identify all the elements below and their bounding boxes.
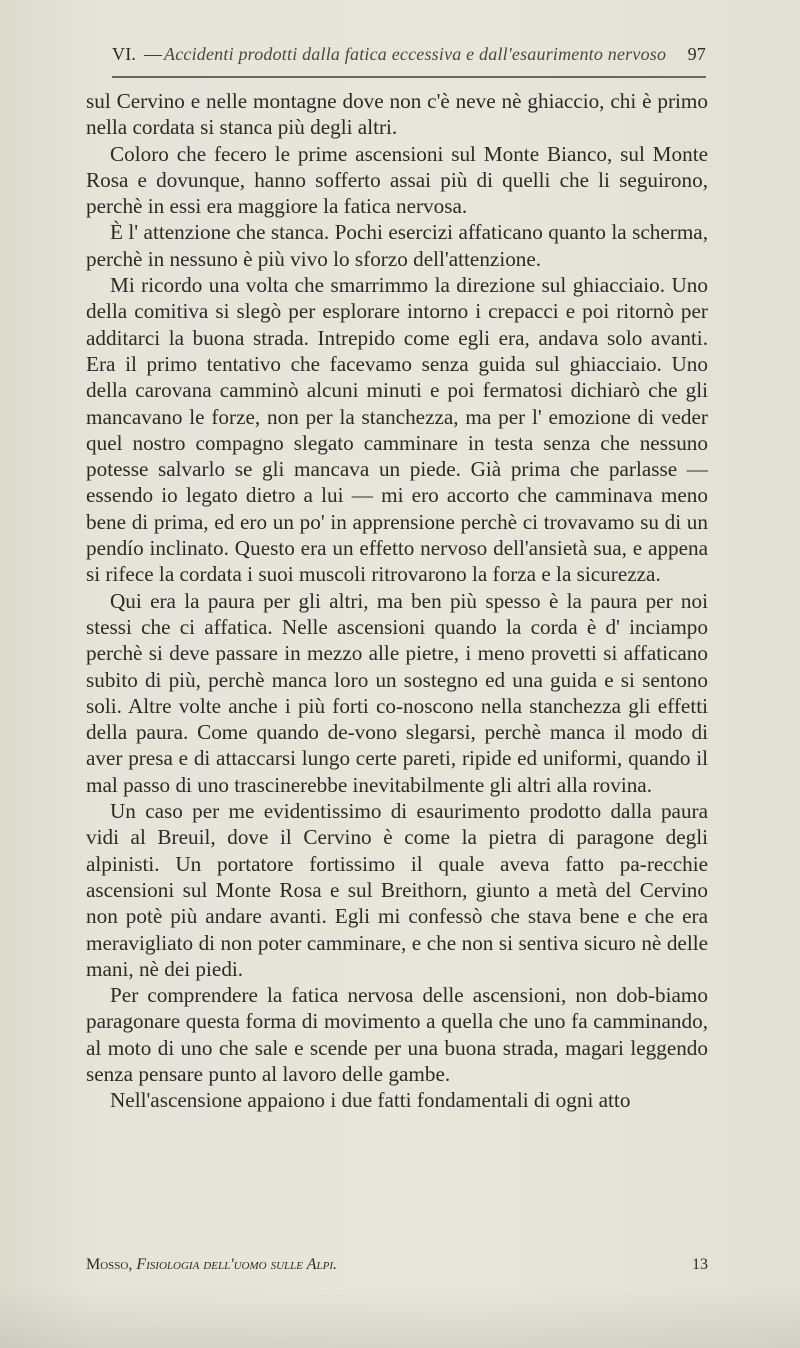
footer-citation	[86, 1256, 337, 1274]
header-rule	[112, 76, 706, 78]
running-title: Accidenti prodotti dalla fatica eccessiva e dall'esaurimento nervoso	[164, 44, 667, 64]
footer-author: Mosso,	[86, 1256, 133, 1273]
page-footer	[86, 1256, 708, 1276]
running-header	[112, 44, 706, 68]
header-dash: —	[144, 44, 163, 64]
paragraph: Coloro che fecero le prime ascensioni sul Monte Bianco, sul Monte Rosa e dovunque, hanno sofferto assai più di quelli che li seguirono, perchè in essi era maggiore la fatica nervosa.	[86, 141, 708, 219]
signature-mark: 13	[692, 1256, 708, 1273]
paragraph: sul Cervino e nelle montagne dove non c'è neve nè ghiaccio, chi è primo nella cordata si stanca più degli altri.	[86, 89, 708, 140]
chapter-number: VI.	[112, 44, 137, 64]
paragraph: Un caso per me evidentissimo di esaurimento prodotto dalla paura vidi al Breuil, dove il Cervino è come la pietra di paragone degli alpinisti. Un portatore fortissimo il quale aveva fatto pa-recchie ascensioni sul Monte Rosa e sul Breithorn, giunto a metà del Cervino non potè più andare avanti. Egli mi confessò che stava bene e che era meravigliato di non poter camminare, e che non si sentiva sicuro nè delle mani, nè dei piedi.	[86, 799, 708, 981]
body-text	[86, 88, 708, 1114]
page-shadow	[0, 1288, 800, 1348]
page-number: 97	[687, 44, 706, 64]
paragraph: Mi ricordo una volta che smarrimmo la direzione sul ghiacciaio. Uno della comitiva si slegò per esplorare intorno i crepacci e poi ritornò per additarci la buona strada. Intrepido come egli era, andava solo avanti. Era il primo tentativo che facevamo senza guida sul ghiacciaio. Uno della carovana camminò alcuni minuti e poi fermatosi dichiarò che gli mancavano le forze, non per la stanchezza, ma per l' emozione di veder quel nostro compagno slegato camminare in testa senza che nessuno potesse salvarlo se gli mancava un piede. Già prima che parlasse — essendo io legato dietro a lui — mi ero accorto che camminava meno bene di prima, ed ero un po' in apprensione perchè ci trovavamo su di un pendío inclinato. Questo era un effetto nervoso dell'ansietà sua, e appena si rifece la cordata i suoi muscoli ritrovarono la forza e la sicurezza.	[86, 273, 708, 587]
paragraph: Per comprendere la fatica nervosa delle ascensioni, non dob-biamo paragonare questa forma di movimento a quella che uno fa camminando, al moto di uno che sale e scende per una buona strada, magari leggendo senza pensare punto al lavoro delle gambe.	[86, 983, 708, 1086]
paragraph: Qui era la paura per gli altri, ma ben più spesso è la paura per noi stessi che ci affatica. Nelle ascensioni quando la corda è d' inciampo perchè si deve passare in mezzo alle pietre, i meno provetti si affaticano subito di più, perchè manca loro un sostegno ed una guida e si sentono soli. Altre volte anche i più forti co-noscono nella stanchezza gli effetti della paura. Come quando de-vono slegarsi, perchè manca il modo di aver presa e di attaccarsi lungo certe pareti, ripide ed uniformi, quando il mal passo di uno trascinerebbe inevitabilmente gli altri alla rovina.	[86, 588, 708, 797]
paragraph: È l' attenzione che stanca. Pochi esercizi affaticano quanto la scherma, perchè in nessuno è più vivo lo sforzo dell'attenzione.	[86, 220, 708, 271]
footer-book-title: Fisiologia dell'uomo sulle Alpi.	[136, 1256, 337, 1273]
paragraph: Nell'ascensione appaiono i due fatti fondamentali di ogni atto	[110, 1088, 631, 1113]
